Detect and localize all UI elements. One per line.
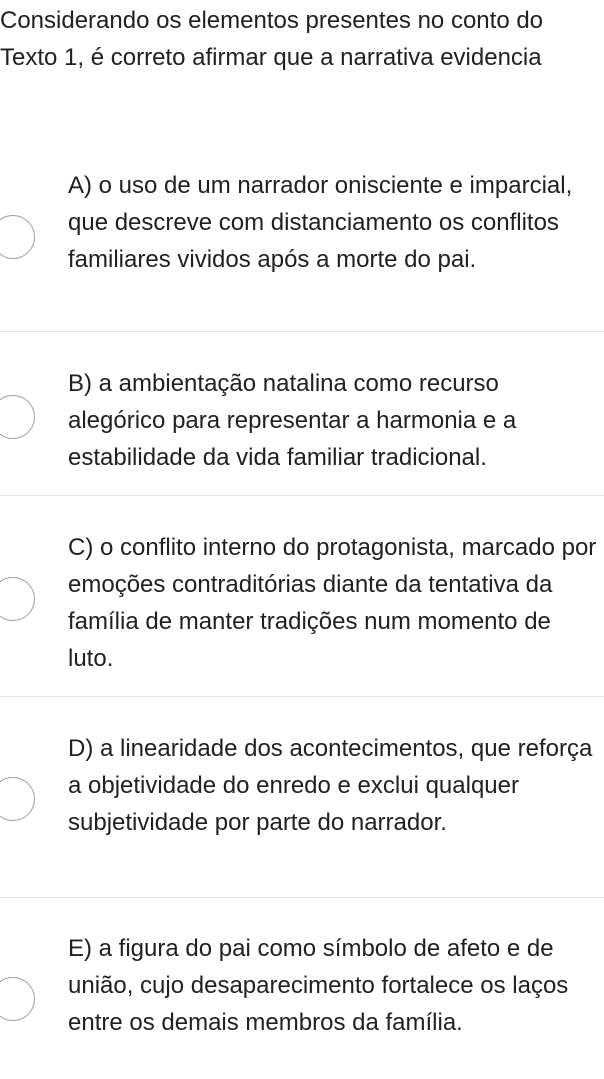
- radio-button-e[interactable]: [0, 977, 35, 1021]
- answer-option-c[interactable]: [0, 496, 604, 695]
- answer-option-a[interactable]: [0, 160, 604, 330]
- option-d-text: D) a linearidade dos acontecimentos, que reforça a objetividade do enredo e exclui qualquer subjetividade por parte do narrador.: [68, 735, 593, 836]
- radio-button-c[interactable]: [0, 577, 35, 621]
- radio-button-d[interactable]: [0, 777, 35, 821]
- option-b-text: B) a ambientação natalina como recurso alegórico para representar a harmonia e a estabilidade da vida familiar tradicional.: [68, 370, 517, 471]
- answer-option-b[interactable]: [0, 332, 604, 494]
- radio-button-b[interactable]: [0, 395, 35, 439]
- option-a-text: A) o uso de um narrador onisciente e imparcial, que descreve com distanciamento os conflitos familiares vividos após a morte do pai.: [68, 172, 573, 273]
- question-text: Considerando os elementos presentes no conto do Texto 1, é correto afirmar que a narrativa evidencia: [0, 7, 544, 71]
- option-e-text: E) a figura do pai como símbolo de afeto e de união, cujo desaparecimento fortalece os laços entre os demais membros da família.: [68, 935, 569, 1036]
- radio-button-a[interactable]: [0, 215, 35, 259]
- answer-option-d[interactable]: [0, 697, 604, 896]
- answer-option-e[interactable]: [0, 898, 604, 1079]
- option-c-text: C) o conflito interno do protagonista, marcado por emoções contraditórias diante da tentativa da família de manter tradições num momento de luto.: [68, 534, 597, 672]
